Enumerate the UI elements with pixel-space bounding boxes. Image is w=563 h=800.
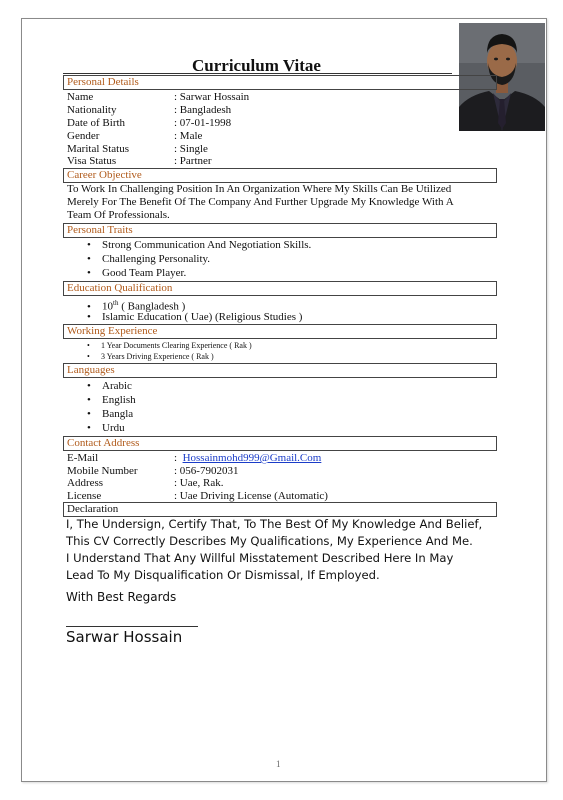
- signature-name: Sarwar Hossain: [66, 628, 183, 646]
- language-item: • Arabic: [87, 380, 132, 392]
- personal-row-dob: Date of Birth : 07-01-1998: [67, 117, 232, 129]
- work-item: • 1 Year Documents Clearing Experience ( Rak ): [87, 341, 252, 350]
- section-working-experience: Working Experience: [63, 324, 497, 339]
- declaration-line-2: This CV Correctly Describes My Qualifications, My Experience And Me.: [66, 534, 473, 548]
- declaration-line-4: Lead To My Disqualification Or Dismissal, If Employed.: [66, 568, 380, 582]
- closing-regards: With Best Regards: [66, 590, 177, 604]
- contact-row-mobile: Mobile Number : 056-7902031: [67, 465, 239, 477]
- education-item: • Islamic Education ( Uae) (Religious Studies ): [87, 311, 303, 323]
- personal-row-gender: Gender : Male: [67, 130, 203, 142]
- personal-row-marital: Marital Status : Single: [67, 143, 208, 155]
- personal-row-visa: Visa Status : Partner: [67, 155, 212, 167]
- trait-item: • Good Team Player.: [87, 267, 187, 279]
- language-item: • Bangla: [87, 408, 134, 420]
- email-link[interactable]: Hossainmohd999@Gmail.Com: [182, 452, 322, 464]
- section-declaration: Declaration: [63, 502, 497, 517]
- work-item: • 3 Years Driving Experience ( Rak ): [87, 352, 214, 361]
- signature-line: [66, 626, 198, 627]
- language-item: • English: [87, 394, 136, 406]
- trait-item: • Strong Communication And Negotiation Skills.: [87, 239, 312, 251]
- trait-item: • Challenging Personality.: [87, 253, 211, 265]
- section-languages: Languages: [63, 363, 497, 378]
- page-number: 1: [276, 759, 281, 769]
- contact-row-license: License : Uae Driving License (Automatic): [67, 490, 328, 502]
- career-line-1: To Work In Challenging Position In An Organization Where My Skills Can Be Utilized: [67, 183, 452, 195]
- section-personal-traits: Personal Traits: [63, 223, 497, 238]
- document-title: Curriculum Vitae: [192, 56, 321, 75]
- contact-row-email: E-Mail : Hossainmohd999@Gmail.Com: [67, 452, 322, 464]
- career-line-3: Team Of Professionals.: [67, 209, 170, 221]
- section-personal-details: Personal Details: [63, 75, 497, 90]
- contact-row-address: Address : Uae, Rak.: [67, 477, 224, 489]
- language-item: • Urdu: [87, 422, 125, 434]
- declaration-line-1: I, The Undersign, Certify That, To The Best Of My Knowledge And Belief,: [66, 517, 483, 531]
- title-underline: [63, 73, 452, 74]
- education-item: • 10th ( Bangladesh ): [87, 299, 186, 313]
- section-career-objective: Career Objective: [63, 168, 497, 183]
- declaration-line-3: I Understand That Any Willful Misstatement Described Here In May: [66, 551, 454, 565]
- career-line-2: Merely For The Benefit Of The Company And Further Upgrade My Knowledge With A: [67, 196, 454, 208]
- section-education: Education Qualification: [63, 281, 497, 296]
- personal-row-nationality: Nationality : Bangladesh: [67, 104, 232, 116]
- personal-row-name: Name : Sarwar Hossain: [67, 91, 250, 103]
- section-contact-address: Contact Address: [63, 436, 497, 451]
